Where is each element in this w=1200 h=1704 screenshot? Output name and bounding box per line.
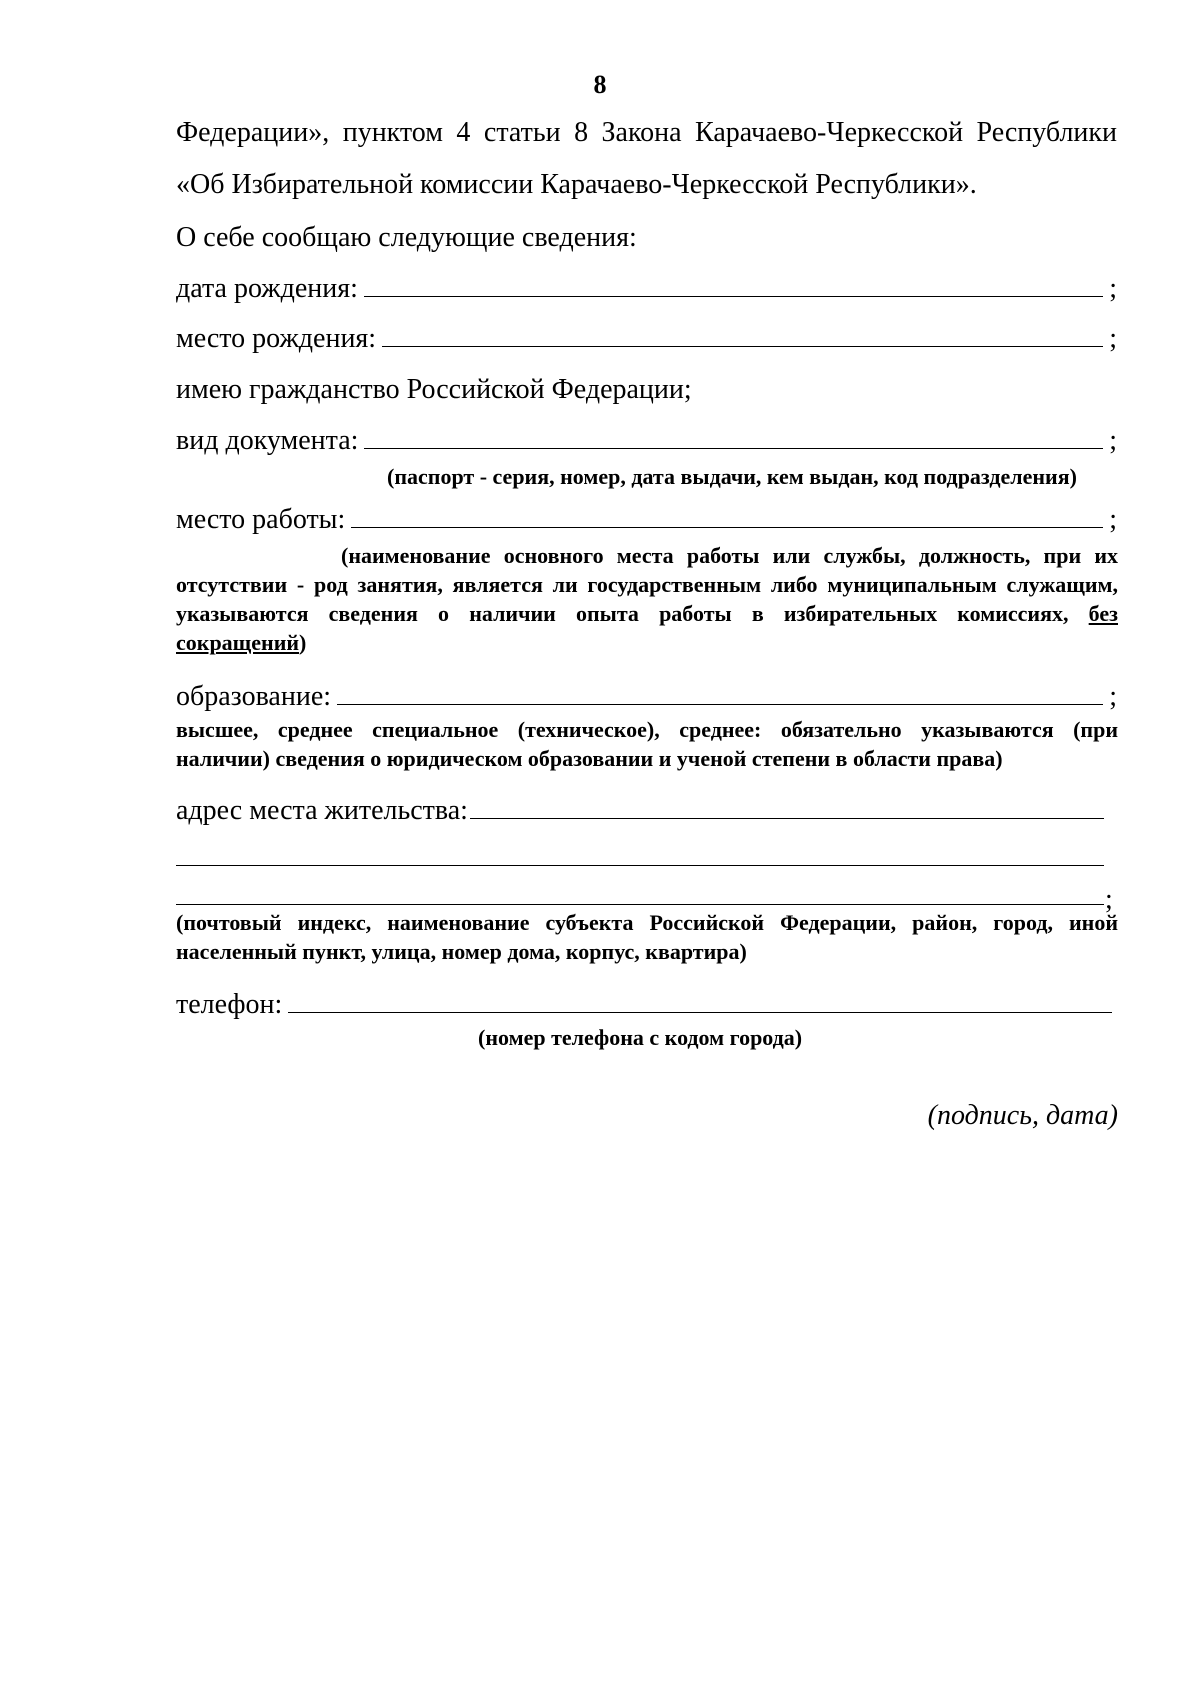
work-place-hint-emphasis-1: без (1088, 601, 1118, 626)
work-place-semicolon: ; (1109, 504, 1117, 535)
education-label: образование: (176, 681, 332, 712)
birth-date-input[interactable] (364, 268, 1103, 297)
work-place-label: место работы: (176, 504, 346, 535)
address-hint (176, 908, 1118, 966)
phone-field (176, 984, 1112, 1025)
intro-line-2: «Об Избирательной комиссии Карачаево-Черкесской Республики». (176, 169, 977, 200)
phone-label: телефон: (176, 989, 283, 1020)
address-hint-line-2: населенный пункт, улица, номер дома, корпус, квартира) (176, 939, 747, 964)
work-place-hint-emphasis-2: сокращений (176, 630, 300, 655)
address-hint-line-1: (почтовый индекс, наименование субъекта Российской Федерации, район, город, иной (176, 910, 1118, 935)
work-place-hint-line-4: сокращений) (176, 630, 307, 655)
phone-input[interactable] (288, 984, 1112, 1013)
intro-line-3: О себе сообщаю следующие сведения: (176, 222, 637, 253)
work-place-input[interactable] (351, 499, 1103, 528)
birth-date-semicolon: ; (1109, 273, 1117, 304)
document-hint: (паспорт - серия, номер, дата выдачи, кем выдан, код подразделения) (387, 464, 1077, 489)
birth-date-label: дата рождения: (176, 273, 358, 304)
page-number: 8 (593, 70, 607, 99)
document-label: вид документа: (176, 425, 359, 456)
work-place-hint-line-2: отсутствии - род занятия, является ли государственным либо муниципальным служащим, (176, 572, 1118, 597)
education-field (176, 676, 1117, 717)
education-semicolon: ; (1109, 681, 1117, 712)
birth-date-field (176, 268, 1117, 309)
education-input[interactable] (337, 676, 1103, 705)
document-field (176, 420, 1117, 461)
birth-place-semicolon: ; (1109, 323, 1117, 354)
education-hint (176, 715, 1118, 773)
work-place-hint (176, 541, 1118, 657)
address-line-2[interactable] (176, 865, 1104, 866)
address-semicolon: ; (1105, 884, 1113, 915)
address-field (176, 790, 1104, 831)
address-line-3[interactable] (176, 904, 1104, 905)
address-input[interactable] (470, 790, 1104, 819)
birth-place-input[interactable] (382, 318, 1103, 347)
education-hint-line-2: наличии) сведения о юридическом образовании и ученой степени в области права) (176, 746, 1003, 771)
address-label: адрес места жительства: (176, 795, 468, 826)
birth-place-label: место рождения: (176, 323, 377, 354)
work-place-hint-line-3: указываются сведения о наличии опыта работы в избирательных комиссиях, без (176, 601, 1118, 626)
document-semicolon: ; (1109, 425, 1117, 456)
citizenship-line: имею гражданство Российской Федерации; (176, 374, 692, 405)
document-input[interactable] (364, 420, 1103, 449)
work-place-hint-line-1: (наименование основного места работы или службы, должность, при их (341, 543, 1118, 568)
education-hint-line-1: высшее, среднее специальное (техническое), среднее: обязательно указываются (при (176, 717, 1118, 742)
birth-place-field (176, 318, 1117, 359)
phone-hint: (номер телефона с кодом города) (478, 1025, 803, 1050)
intro-line-1: Федерации», пунктом 4 статьи 8 Закона Карачаево-Черкесской Республики (176, 117, 1117, 148)
signature-caption: (подпись, дата) (927, 1100, 1118, 1131)
work-place-field (176, 499, 1117, 540)
